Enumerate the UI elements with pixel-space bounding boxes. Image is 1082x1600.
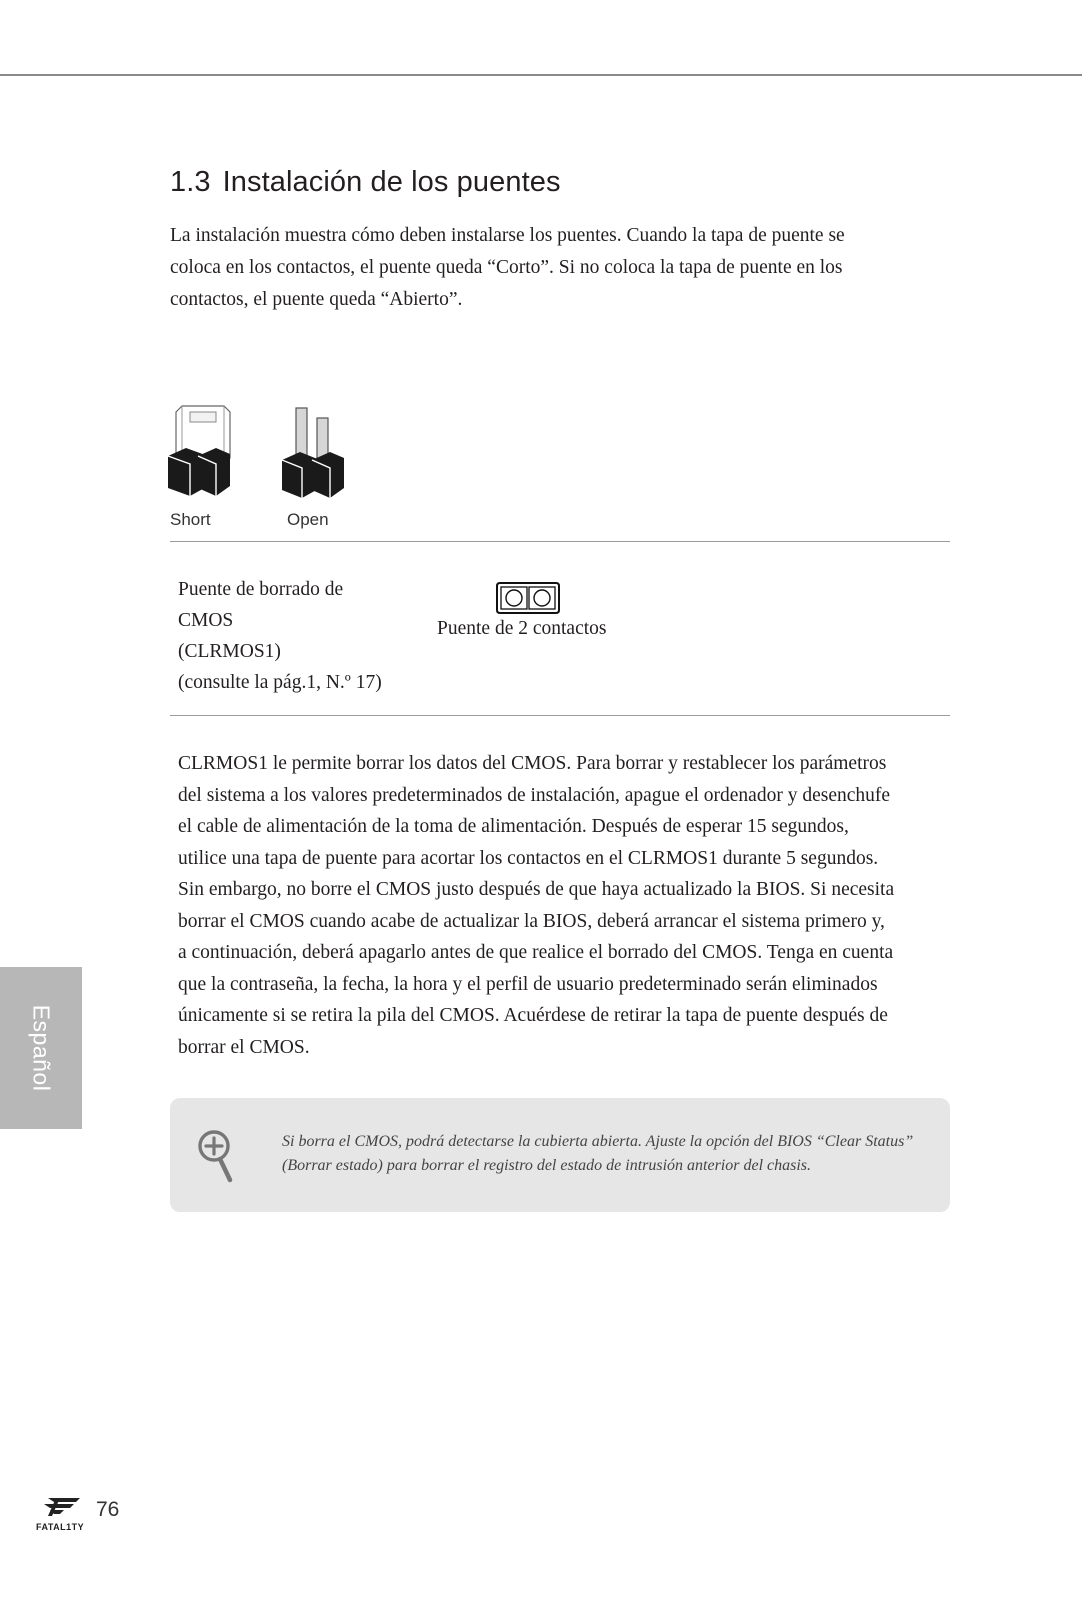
short-jumper-graphic [168, 406, 230, 496]
jumper-name-line: (CLRMOS1) [178, 641, 281, 662]
jumper-name-line: (consulte la pág.1, N.º 17) [178, 672, 382, 693]
table-top-rule [170, 541, 950, 542]
language-tab [0, 967, 82, 1129]
open-jumper-graphic [282, 408, 344, 498]
note-box [170, 1098, 950, 1212]
page-number: 76 [96, 1498, 120, 1521]
section-number: 1.3 [170, 166, 211, 198]
section-title [170, 166, 561, 199]
table-bottom-rule [170, 715, 950, 716]
fatal1ty-logo [34, 1496, 90, 1532]
pin-label: Puente de 2 contactos [437, 618, 607, 639]
jumper-name [178, 574, 418, 698]
jumper-name-line: CMOS [178, 610, 234, 631]
open-label: Open [287, 510, 329, 529]
note-text: Si borra el CMOS, podrá detectarse la cubierta abierta. Ajuste la opción del BIOS “Clear Status” (Borrar estado) para borrar el registro del estado de intrusión anterior del chasis. [282, 1133, 914, 1174]
jumper-short-open-drawing [168, 404, 358, 514]
fatal1ty-logo-mark [34, 1496, 90, 1522]
short-label: Short [170, 510, 211, 529]
two-pin-jumper-icon [495, 581, 561, 615]
section-title-text: Instalación de los puentes [222, 166, 561, 198]
intro-paragraph: La instalación muestra cómo deben instalarse los puentes. Cuando la tapa de puente se coloca en los contactos, el puente queda “Corto”. Si no coloca la tapa de puente en los contactos, el puente queda “Abierto”. [170, 225, 845, 310]
magnifier-plus-icon [196, 1128, 240, 1184]
language-tab-label: Español [28, 1004, 55, 1092]
logo-text: FATAL1TY [36, 1522, 85, 1532]
header-rule [0, 74, 1082, 76]
body-paragraph: CLRMOS1 le permite borrar los datos del CMOS. Para borrar y restablecer los parámetros del sistema a los valores predeterminados de instalación, apague el ordenador y desenchufe el cable de alimentación de la toma de alimentación. Después de esperar 15 segundos, utilice una tapa de puente para acortar los contactos en el CLRMOS1 durante 5 segundos. Sin embargo, no borre el CMOS justo después de que haya actualizado la BIOS. Si necesita borrar el CMOS cuando acabe de actualizar la BIOS, deberá arrancar el sistema primero y, a continuación, deberá apagarlo antes de que realice el borrado del CMOS. Tenga en cuenta que la contraseña, la fecha, la hora y el perfil de usuario predeterminado serán eliminados únicamente si se retira la pila del CMOS. Acuérdese de retirar la tapa de puente después de borrar el CMOS. [178, 753, 895, 1058]
jumper-name-line: Puente de borrado de [178, 579, 344, 600]
